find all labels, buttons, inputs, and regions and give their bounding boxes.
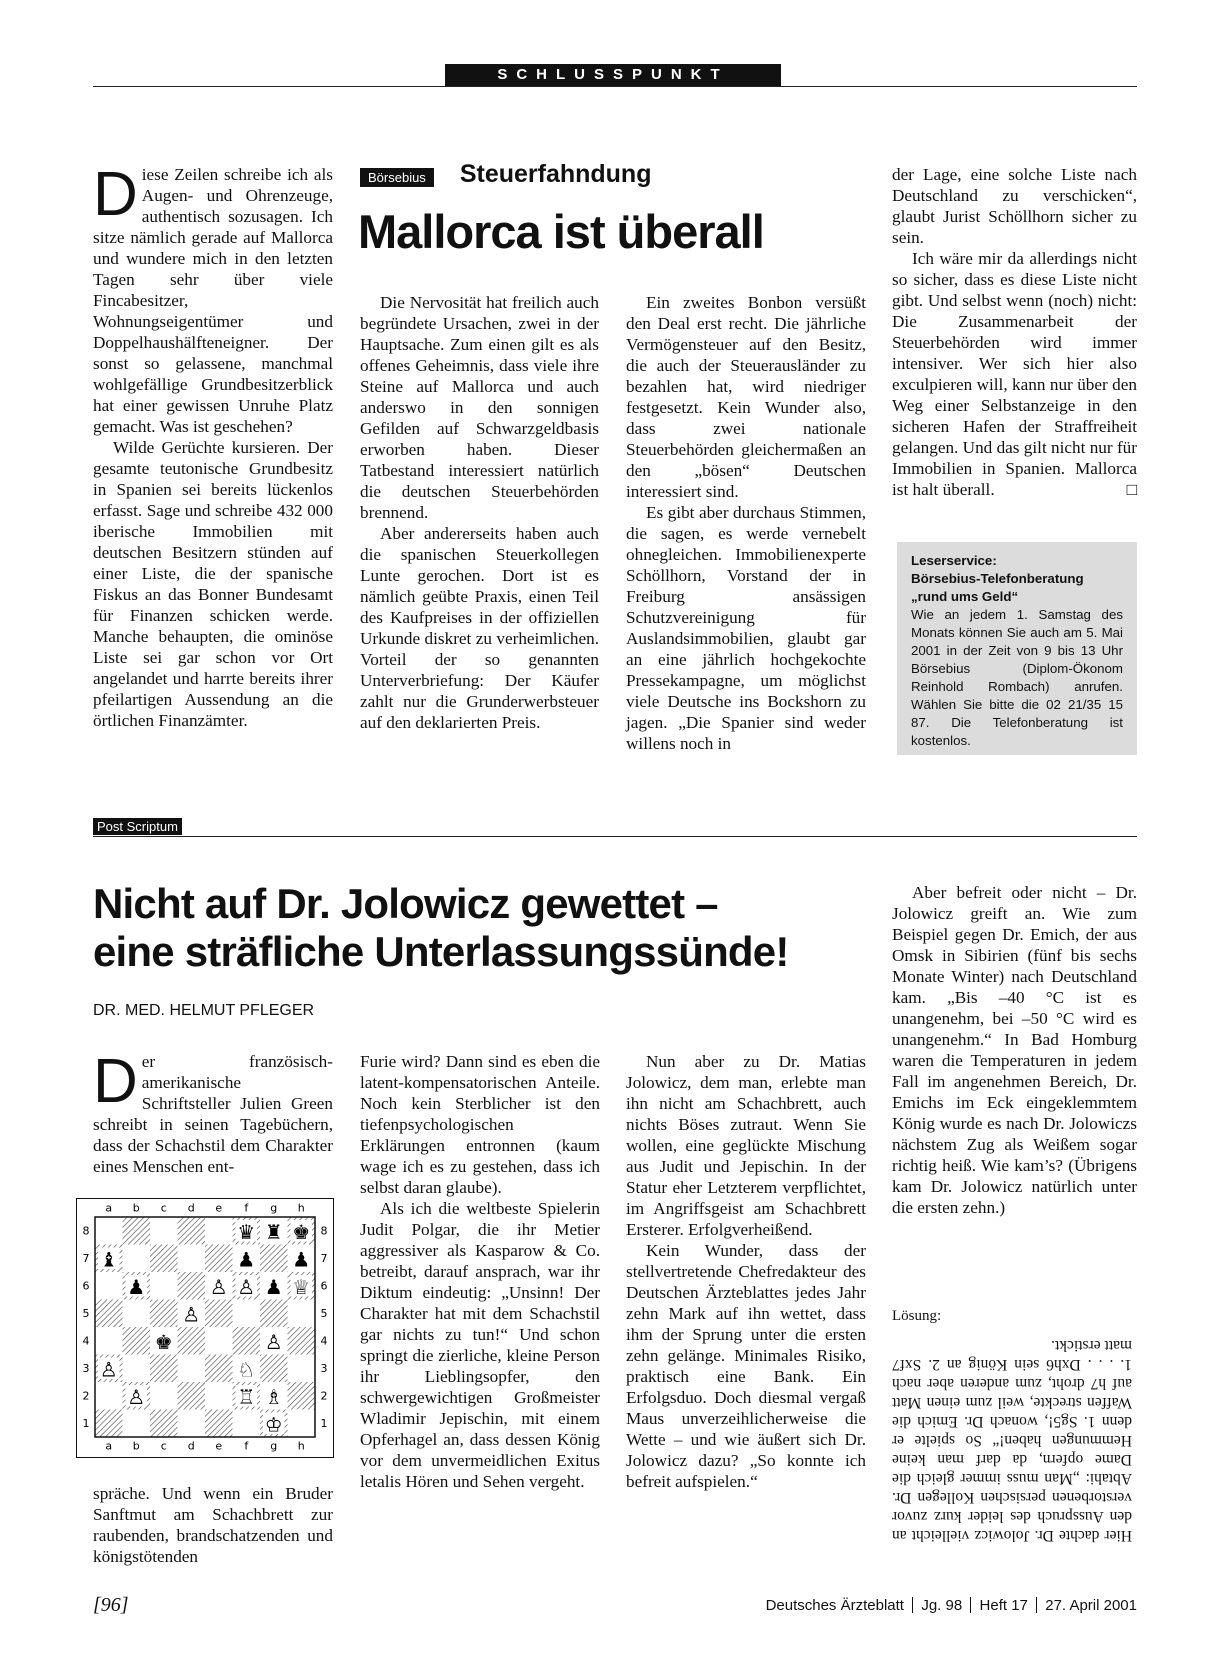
board-square [123, 1410, 151, 1438]
article1-col3-p2: Es gibt aber durchaus Stimmen, die sagen, es werde vernebelt ohnegleichen. Immobilienexperte Schöllhorn, Vorstand der in Freiburg ansässigen Schutzvereinigung für Auslandsimmobilien, glaubt gar an eine jährlich hochgekochte Pressekampagne, um möglichst viele Deutsche ins Bockshorn zu jagen. „Die Spanier sind weder willens noch in [626, 503, 866, 753]
board-square [150, 1355, 178, 1383]
article1-headline: Mallorca ist überall [358, 205, 764, 258]
file-label: c [160, 1201, 167, 1215]
chess-piece-icon: ♕ [292, 1274, 311, 1299]
article2-dropcap: D [93, 1047, 138, 1116]
article1-col4-p2 [892, 248, 1137, 500]
file-label: d [187, 1201, 195, 1215]
board-square [150, 1300, 178, 1328]
footer-issue: Heft 17 [979, 1597, 1028, 1614]
board-square [288, 1410, 316, 1438]
board-square [288, 1355, 316, 1383]
chess-piece-icon: ♘ [237, 1357, 256, 1382]
solution-text: Hier dachte Dr. Jolowicz vielleicht an den Ausspruch des leider kurz zuvor verstorbenen persischen Kollegen Dr. Abtahi: „Man muss immer gleich die Dame opfern, da darf man keine Hemmungen haben!“ So spielte er denn 1. Sg5!, wonach Dr. Emich die Waffen streckte, weil zum einen Matt auf h7 droht, zum anderen aber nach 1. . . . Dxh6 sein König an 2. Sxf7 matt erstickt. [892, 1337, 1132, 1544]
board-square [233, 1410, 261, 1438]
board-square [123, 1217, 151, 1245]
article1-header [360, 160, 880, 189]
board-square [178, 1382, 206, 1410]
board-square [260, 1355, 288, 1383]
article2-col1-p1-cont: spräche. Und wenn ein Bruder Sanftmut am Schachbrett zur raubenden, brandschatzenden und königstötenden [93, 1484, 333, 1566]
article2-col4-p1: Aber befreit oder nicht – Dr. Jolowicz greift an. Wie zum Beispiel gegen Dr. Emich, der aus Omsk in Sibirien (fünf bis sechs Monate Winter) nach Deutschland kam. „Bis –40 °C ist es unangenehm, bei –50 °C wird es unangenehm.“ In Bad Homburg waren die Temperaturen in jedem Fall im angenehmen Bereich, Dr. Emichs im Eck eingeklemmtem König wurde es nach Dr. Jolowiczs nächstem Zug als Weißem sogar richtig heiß. Wie kam’s? (Übrigens kam Dr. Jolowicz natürlich unter die ersten zehn.) [892, 883, 1137, 1217]
board-square [260, 1245, 288, 1273]
chess-piece-icon: ♟ [237, 1247, 256, 1272]
file-label: a [105, 1439, 113, 1453]
chess-piece-icon: ♙ [264, 1329, 283, 1354]
footer-date: 27. April 2001 [1045, 1597, 1137, 1614]
article1-col3-p1: Ein zweites Bonbon versüßt den Deal erst recht. Die jährliche Vermögensteuer auf den Besitz, die auch der Steuerausländer zu bezahlen hat, wird niedriger festgesetzt. Kein Wunder also, dass zwei nationale Steuerbehörden gleichermaßen an den „bösen“ Deutschen interessiert sind. [626, 293, 866, 501]
board-square [95, 1300, 123, 1328]
chess-piece-icon: ♙ [182, 1302, 201, 1327]
article2-col2 [360, 1051, 600, 1492]
board-square [95, 1382, 123, 1410]
board-square [150, 1272, 178, 1300]
board-square [178, 1355, 206, 1383]
file-label: b [132, 1201, 140, 1215]
article1-col2 [360, 292, 599, 733]
file-label: e [215, 1201, 223, 1215]
board-square [233, 1327, 261, 1355]
rank-label: 5 [82, 1306, 90, 1320]
board-square [95, 1217, 123, 1245]
article1-col2-p2: Aber andererseits haben auch die spanischen Steuerkollegen Lunte gerochen. Dort ist es nämlich geübte Praxis, einen Teil des Kaufpreises in der offiziellen Urkunde diskret zu verheimlichen. Vorteil der so genannten Unterverbriefung: Der Käufer zahlt nur die Grunderwerbsteuer auf den deklarierten Preis. [360, 524, 599, 732]
article1-col1 [93, 160, 333, 731]
chess-piece-icon: ♜ [264, 1219, 283, 1244]
rank-label: 2 [82, 1389, 90, 1403]
footer-citation [766, 1597, 1137, 1614]
end-mark-icon: □ [1126, 480, 1137, 499]
footer-divider [970, 1597, 971, 1613]
chess-piece-icon: ♛ [237, 1219, 256, 1244]
board-square [95, 1327, 123, 1355]
infobox-title3: „rund ums Geld“ [911, 589, 1019, 604]
postscriptum-label: Post Scriptum [93, 818, 182, 835]
article1-col1-p2: Wilde Gerüchte kursieren. Der gesamte teutonische Grundbesitz in Spanien sei bereits lückenlos erfasst. Sage und schreibe 432 000 iberische Immobilien mit deutschen Besitzern stünden auf einer Liste, die der spanische Fiskus an das Bonner Bundesamt für Finanzen schicken werde. Manche behaupten, die ominöse Liste sei gar schon vor Ort angelandet und harrte bereits ihrer pfeilartigen Aussendung an die örtlichen Finanzämter. [93, 438, 333, 730]
article2-col3 [626, 1051, 866, 1492]
chess-piece-icon: ♖ [237, 1384, 256, 1409]
file-label: f [244, 1439, 249, 1453]
board-square [178, 1245, 206, 1273]
footer-divider [1036, 1597, 1037, 1613]
article2-col3-p1: Nun aber zu Dr. Matias Jolowicz, dem man, erlebte man ihn nicht am Schachbrett, auch nichts Böses zutraut. Wenn Sie wollen, eine geglückte Mischung aus Judit und Jepischin. In der Statur eher Letzterem verpflichtet, im Angriffsgeist am Schachbrett Ersterer. Erfolgverheißend. [626, 1052, 866, 1239]
postscriptum-label-wrap [93, 818, 182, 836]
article2-headline-line1: Nicht auf Dr. Jolowicz gewettet – [93, 880, 718, 927]
board-square [178, 1217, 206, 1245]
board-square [233, 1300, 261, 1328]
board-square [205, 1245, 233, 1273]
board-square [150, 1245, 178, 1273]
solution-label: Lösung: [892, 1308, 942, 1324]
board-square [205, 1300, 233, 1328]
file-label: g [270, 1439, 278, 1453]
article2-headline-line2: eine sträfliche Unterlassungssünde! [93, 928, 789, 975]
board-square [178, 1327, 206, 1355]
article2-col1 [93, 1047, 333, 1177]
chess-piece-icon: ♝ [99, 1247, 118, 1272]
board-square [260, 1300, 288, 1328]
file-label: e [215, 1439, 223, 1453]
chess-board [77, 1199, 333, 1457]
board-square [150, 1382, 178, 1410]
footer-journal: Deutsches Ärzteblatt [765, 1597, 904, 1614]
article1-dropcap: D [93, 160, 138, 229]
board-square [205, 1327, 233, 1355]
board-square [205, 1355, 233, 1383]
chess-piece-icon: ♟ [264, 1274, 283, 1299]
board-square [123, 1300, 151, 1328]
article2-author: DR. MED. HELMUT PFLEGER [93, 1002, 315, 1019]
article1-col3 [626, 292, 866, 754]
boersebius-label: Börsebius [360, 168, 434, 187]
board-square [205, 1217, 233, 1245]
file-label: a [105, 1201, 113, 1215]
rank-label: 1 [82, 1416, 90, 1430]
board-square [95, 1272, 123, 1300]
board-square [178, 1272, 206, 1300]
chess-piece-icon: ♙ [237, 1274, 256, 1299]
rank-label: 4 [320, 1334, 328, 1348]
chess-piece-icon: ♗ [264, 1384, 283, 1409]
article1-kicker: Steuerfahndung [459, 160, 652, 188]
infobox-body: Wie an jedem 1. Samstag des Monats können Sie auch am 5. Mai 2001 in der Zeit von 9 bis 13 Uhr Börsebius (Diplom-Ökonom Reinhold Rombach) anrufen. Wählen Sie bitte die 02 21/35 15 87. Die Telefonberatung ist kostenlos. [911, 607, 1123, 748]
top-rule [93, 86, 1137, 87]
rank-label: 3 [82, 1361, 90, 1375]
rank-label: 3 [320, 1361, 328, 1375]
postscriptum-rule [93, 836, 1137, 837]
rank-label: 8 [82, 1224, 90, 1238]
infobox-title1: Leserservice: [911, 553, 997, 568]
chess-piece-icon: ♟ [292, 1247, 311, 1272]
section-header: SCHLUSSPUNKT [445, 64, 781, 86]
board-square [150, 1217, 178, 1245]
footer-divider [912, 1597, 913, 1613]
rank-label: 8 [320, 1224, 328, 1238]
file-label: c [160, 1439, 167, 1453]
chess-piece-icon: ♚ [154, 1329, 173, 1354]
board-square [288, 1327, 316, 1355]
board-square [123, 1355, 151, 1383]
board-square [150, 1410, 178, 1438]
chess-piece-icon: ♚ [292, 1219, 311, 1244]
article2-col3-p2: Kein Wunder, dass der stellvertretende Chefredakteur des Deutschen Ärzteblattes jedes Jahr zehn Mark auf ihn wettet, dass ihm der Sprung unter die ersten zehn gelänge. Minimales Risiko, praktisch eine Bank. Ein Erfolgsduo. Doch diesmal vergaß Maus unverzeihlicherweise die Wette – und wie äußert sich Dr. Jolowicz dazu? „So konnte ich befreit aufspielen.“ [626, 1241, 866, 1491]
file-label: h [297, 1439, 305, 1453]
file-label: f [244, 1201, 249, 1215]
board-square [288, 1382, 316, 1410]
rank-label: 1 [320, 1416, 328, 1430]
leserservice-box [897, 542, 1137, 755]
chess-piece-icon: ♔ [264, 1412, 283, 1437]
board-square [178, 1410, 206, 1438]
article2-col2-p1: Furie wird? Dann sind es eben die latent-kompensatorischen Anteile. Noch kein Sterblicher ist den tiefenpsychologischen Erklärungen entronnen (kaum wage ich es zu gestehen, dass ich selbst daran glaube). [360, 1052, 600, 1197]
chess-piece-icon: ♙ [127, 1384, 146, 1409]
footer-volume: Jg. 98 [921, 1597, 963, 1614]
article2-col2-p2: Als ich die weltbeste Spielerin Judit Polgar, die ihr Metier aggressiver als Kasparow & Co. betreibt, darauf ansprach, war ihr Diktum eindeutig: „Unsinn! Der Charakter hat mit dem Schachstil gar nichts zu tun!“ Und schon springt die zierliche, kleine Person ihr Lieblingsopfer, den schwergewichtigen Großmeister Wladimir Jepischin, mit einem Opferhagel an, dass dessen König vor dem unvermeidlichen Exitus letalis Hören und Sehen vergeht. [360, 1199, 600, 1491]
rank-label: 7 [82, 1251, 90, 1265]
file-label: d [187, 1439, 195, 1453]
board-square [123, 1327, 151, 1355]
article2-col1-cont [93, 1483, 333, 1567]
article2-col1-p1: er französisch-amerikanische Schriftsteller Julien Green schreibt in seinen Tagebüchern, dass der Schachstil dem Charakter eines Menschen ent- [93, 1052, 333, 1176]
file-label: b [132, 1439, 140, 1453]
rank-label: 6 [320, 1279, 328, 1293]
rank-label: 7 [320, 1251, 328, 1265]
article1-col4-p2-text: Ich wäre mir da allerdings nicht so sicher, dass es diese Liste nicht gibt. Und selbst wenn (noch) nicht: Die Zusammenarbeit der Steuerbehörden wird immer intensiver. Wer sich hier also exculpieren will, kann nur über den Weg einer Selbstanzeige in den sicheren Hafen der Straffreiheit gelangen. Und das gilt nicht nur für Immobilien in Spanien. Mallorca ist halt überall. [892, 249, 1137, 499]
chess-diagram [76, 1198, 334, 1458]
board-square [123, 1245, 151, 1273]
article1-col1-p1: iese Zeilen schreibe ich als Augen- und Ohrenzeuge, authentisch sozusagen. Ich sitze nämlich gerade auf Mallorca und wundere mich in den letzten Tagen sehr über viele Fincabesitzer, Wohnungseigentümer und Doppelhaushälfteneigner. Der sonst so gelassene, manchmal wohlgefällige Grundbesitzerblick hat einer gewissen Unruhe Platz gemacht. Was ist geschehen? [93, 165, 333, 436]
board-square [95, 1410, 123, 1438]
rank-label: 2 [320, 1389, 328, 1403]
page-number: [96] [93, 1594, 129, 1616]
article1-col4-p1: der Lage, eine solche Liste nach Deutschland zu verschicken“, glaubt Jurist Schöllhorn sicher zu sein. [892, 165, 1137, 247]
rank-label: 5 [320, 1306, 328, 1320]
infobox-title2: Börsebius-Telefonberatung [911, 571, 1084, 586]
article2-col4 [892, 882, 1137, 1218]
rank-label: 4 [82, 1334, 90, 1348]
rank-label: 6 [82, 1279, 90, 1293]
board-square [205, 1410, 233, 1438]
article1-col4 [892, 164, 1137, 500]
article1-col2-p1: Die Nervosität hat freilich auch begründete Ursachen, zwei in der Hauptsache. Zum einen gilt es als offenes Geheimnis, dass viele ihre Steine auf Mallorca und auch anderswo in den sonnigen Gefilden auf Schwarzgeldbasis erworben haben. Dieser Tatbestand interessiert natürlich die deutschen Steuerbehörden brennend. [360, 293, 599, 522]
article2-headline [93, 880, 873, 976]
file-label: h [297, 1201, 305, 1215]
board-square [205, 1382, 233, 1410]
chess-piece-icon: ♙ [209, 1274, 228, 1299]
file-label: g [270, 1201, 278, 1215]
chess-piece-icon: ♙ [99, 1357, 118, 1382]
board-square [288, 1300, 316, 1328]
chess-piece-icon: ♟ [127, 1274, 146, 1299]
